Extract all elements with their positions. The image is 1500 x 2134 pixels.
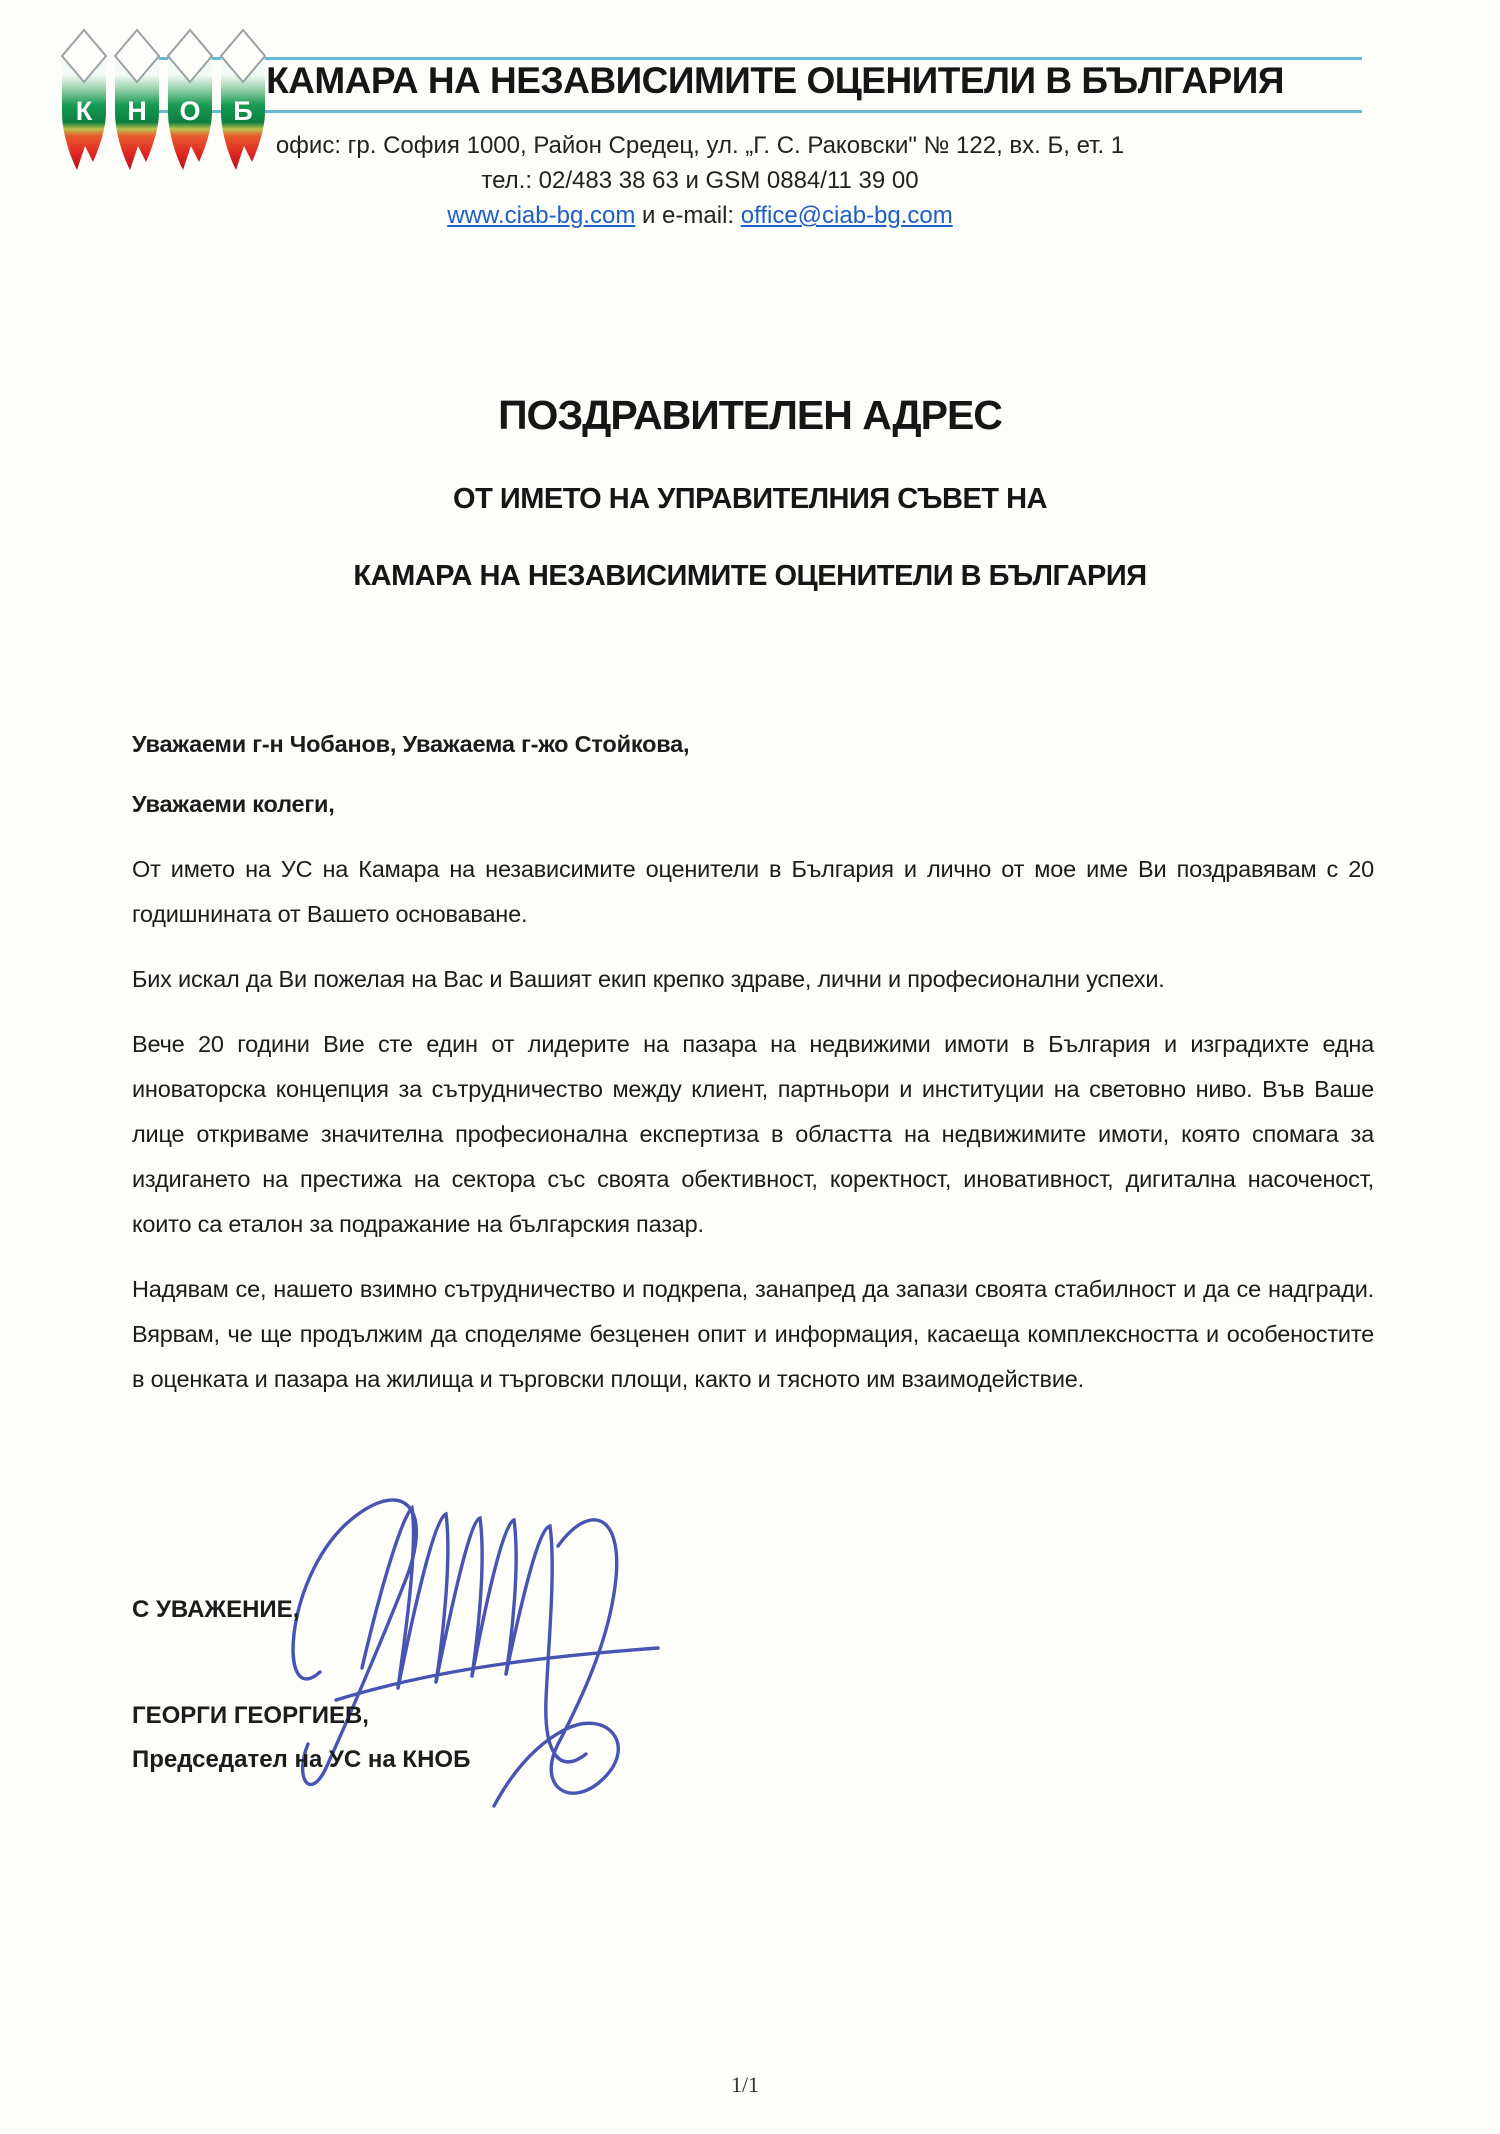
salutation-line-2: Уважаеми колеги, <box>132 791 335 817</box>
paragraph: Надявам се, нашето взимно сътрудничество и подкрепа, занапред да запази своята стабилност и да се надгради. Вярвам, че ще продължим да споделяме безценен опит и информация, касаеща комплексността и особеностите в оценката и пазара на жилища и търговски площи, както и тясното им взаимодействие. <box>132 1276 1374 1392</box>
signer-role: Председател на УС на КНОБ <box>132 1746 471 1773</box>
document-subtitle-1: ОТ ИМЕТО НА УПРАВИТЕЛНИЯ СЪВЕТ НА <box>453 483 1047 515</box>
document-subtitle-2: КАМАРА НА НЕЗАВИСИМИТЕ ОЦЕНИТЕЛИ В БЪЛГАРИЯ <box>353 560 1147 592</box>
header-rule-bottom <box>150 110 1362 113</box>
phone-line: тел.: 02/483 38 63 и GSM 0884/11 39 00 <box>481 167 919 194</box>
page-number: 1/1 <box>730 2072 760 2097</box>
web-email-line <box>0 198 1400 233</box>
letter-body <box>132 722 1374 1402</box>
paragraph: От името на УС на Камара на независимите оценители в България и лично от мое име Ви поздравявам с 20 годишнината от Вашето основаване. <box>132 856 1374 927</box>
email-link[interactable]: office@ciab-bg.com <box>740 202 953 229</box>
logo-letter-n: Н <box>127 96 147 126</box>
document-headings <box>0 392 1500 593</box>
paragraph: Бих искал да Ви пожелая на Вас и Вашият екип крепко здраве, лични и професионални успехи. <box>132 966 1165 992</box>
website-link[interactable]: www.ciab-bg.com <box>447 202 636 229</box>
logo-letter-b: Б <box>233 96 253 126</box>
closing-regards: С УВАЖЕНИЕ, <box>132 1596 300 1623</box>
org-name: КАМАРА НА НЕЗАВИСИМИТЕ ОЦЕНИТЕЛИ В БЪЛГАРИЯ <box>266 60 1284 101</box>
salutation-line-1: Уважаеми г-н Чобанов, Уважаема г-жо Стойкова, <box>132 731 690 757</box>
logo-letter-o: О <box>179 96 201 126</box>
closing-block <box>132 1588 470 1782</box>
office-address: офис: гр. София 1000, Район Средец, ул. „Г. С. Раковски" № 122, вх. Б, ет. 1 <box>275 132 1125 159</box>
signer-name: ГЕОРГИ ГЕОРГИЕВ, <box>132 1702 369 1729</box>
logo-letter-k: К <box>75 96 93 126</box>
document-title: ПОЗДРАВИТЕЛЕН АДРЕС <box>498 392 1002 438</box>
paragraph: Вече 20 години Вие сте един от лидерите на пазара на недвижими имоти в България и изградихте една иноваторска концепция за сътрудничество между клиент, партньори и институции на световно ниво. Във Ваше лице откриваме значителна професионална експертиза в областта на недвижимите имоти, която спомага за издигането на престижа на сектора със своята обективност, коректност, иновативност, дигитална насоченост, които са еталон за подражание на българския пазар. <box>132 1031 1374 1237</box>
contact-block <box>0 128 1400 233</box>
email-connector: и e-mail: <box>635 202 741 229</box>
